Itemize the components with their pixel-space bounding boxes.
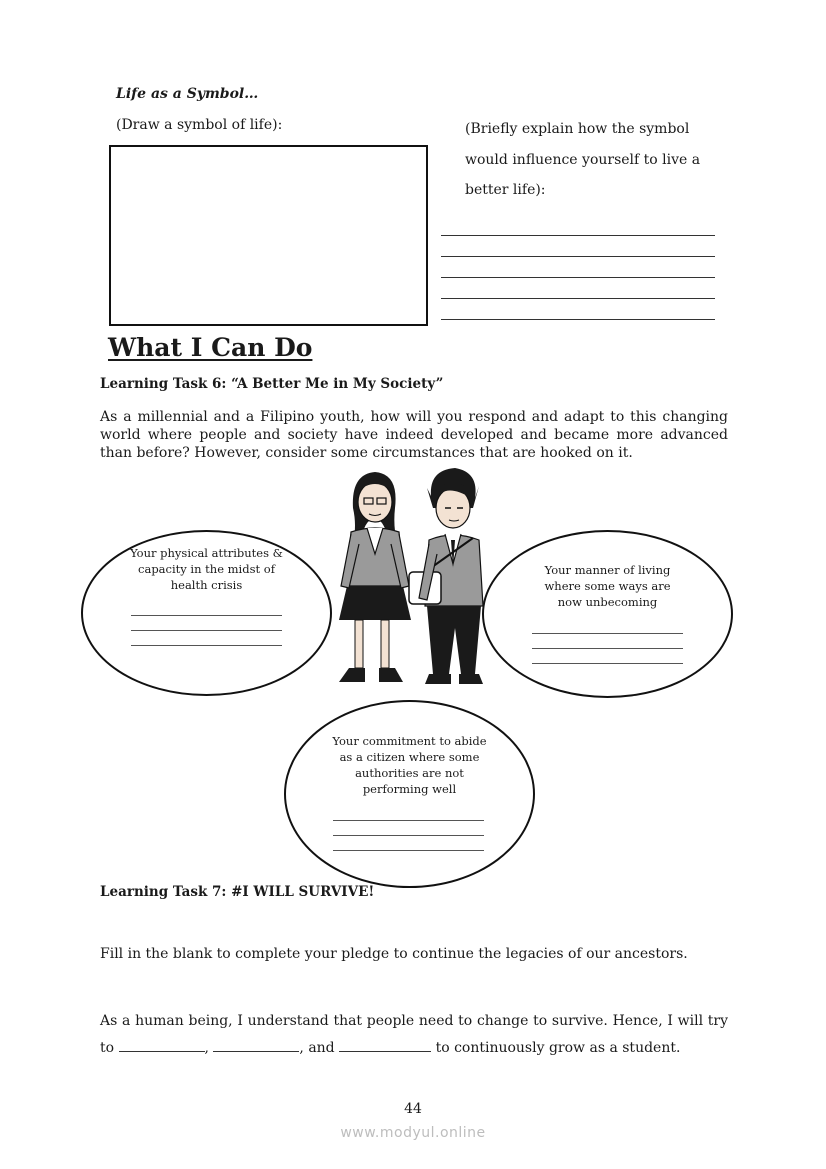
oval-bottom-answer-lines[interactable] (333, 806, 484, 851)
pledge-blank-3[interactable] (339, 1038, 431, 1052)
answer-line[interactable] (441, 215, 715, 236)
oval-bottom-text: Your commitment to abide as a citizen where some authorities are not performing well (332, 734, 487, 796)
task7-heading: Learning Task 7: #I WILL SURVIVE! (100, 884, 375, 900)
answer-line[interactable] (441, 299, 715, 320)
explanation-answer-lines[interactable] (441, 215, 715, 320)
oval-right-answer-lines[interactable] (532, 619, 683, 664)
task6-heading: Learning Task 6: “A Better Me in My Society” (100, 376, 444, 392)
girl-student-figure (339, 472, 411, 682)
answer-line[interactable] (333, 806, 484, 821)
oval-left-text: Your physical attributes & capacity in the midst of health crisis (130, 546, 283, 592)
pledge-end: to continuously grow as a student. (435, 1040, 681, 1056)
drawing-box[interactable] (109, 145, 428, 326)
boy-student-figure (409, 468, 483, 684)
pledge-blank-2[interactable] (213, 1038, 299, 1052)
symbol-section-title: Life as a Symbol… (116, 86, 259, 102)
answer-line[interactable] (441, 236, 715, 257)
oval-manner-of-living (482, 530, 733, 698)
pledge-start: As a human being, I understand that people need to change to survive. Hence, I will try to (100, 1013, 728, 1056)
oval-right-text: Your manner of living where some ways are now unbecoming (544, 563, 671, 609)
pledge-blank-1[interactable] (119, 1038, 205, 1052)
page-number: 44 (404, 1101, 422, 1117)
students-illustration (333, 468, 503, 696)
draw-instruction: (Draw a symbol of life): (116, 117, 283, 133)
answer-line[interactable] (131, 616, 282, 631)
pledge-paragraph (100, 1008, 728, 1062)
explain-instruction: (Briefly explain how the symbol would influence yourself to live a better life): (465, 121, 701, 198)
watermark: www.modyul.online (340, 1125, 486, 1141)
answer-line[interactable] (441, 257, 715, 278)
answer-line[interactable] (441, 278, 715, 299)
pledge-separator-1: , (204, 1040, 209, 1056)
task7-instruction: Fill in the blank to complete your pledge to continue the legacies of our ancestors. (100, 946, 688, 962)
answer-line[interactable] (131, 631, 282, 646)
answer-line[interactable] (131, 601, 282, 616)
answer-line[interactable] (333, 821, 484, 836)
oval-left-answer-lines[interactable] (131, 601, 282, 646)
answer-line[interactable] (333, 836, 484, 851)
answer-line[interactable] (532, 619, 683, 634)
answer-line[interactable] (532, 649, 683, 664)
task6-paragraph: As a millennial and a Filipino youth, how will you respond and adapt to this changing world where people and society have indeed developed and became more advanced than before? However, consider some circumstances that are hooked on it. (100, 409, 728, 461)
answer-line[interactable] (532, 634, 683, 649)
pledge-separator-2: , and (299, 1040, 335, 1056)
what-i-can-do-heading: What I Can Do (108, 333, 313, 362)
